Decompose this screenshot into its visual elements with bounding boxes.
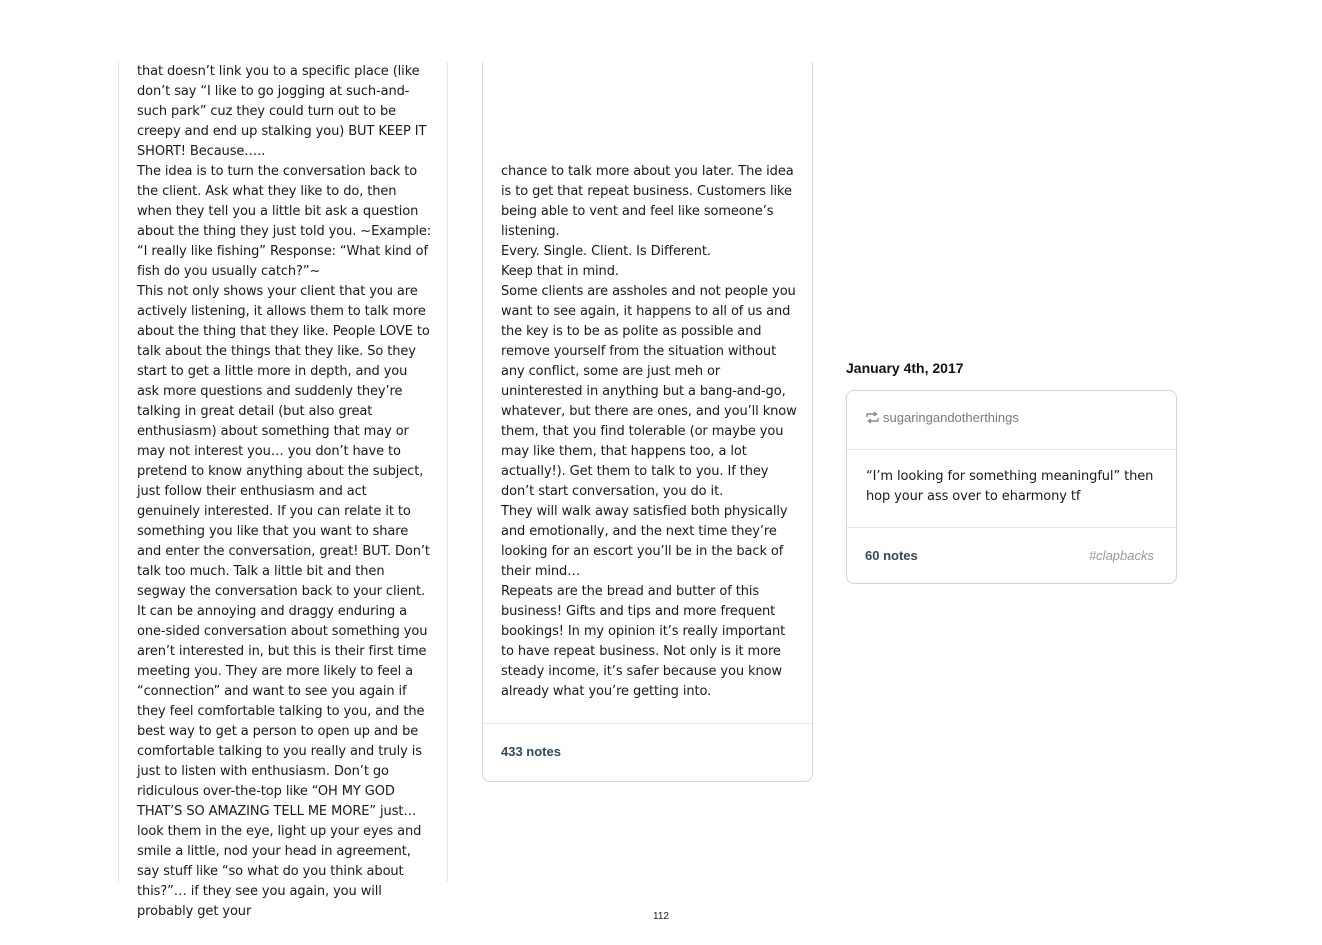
page-number: 112 — [653, 911, 669, 922]
notes-count[interactable]: 433 notes — [501, 744, 561, 759]
paragraph: It can be annoying and draggy enduring a one-sided conversation about something you aren’t interested in, but this is their first time meeting you. They are more likely to feel a “connection” and want to see you again if they feel comfortable talking to you, and the best way to get a person to open up and be comfortable talking to you really and truly is just to listen with enthusiasm. Don’t go ridiculous over-the-top like “OH MY GOD THAT’S SO AMAZING TELL ME MORE” just… look them in the eye, light up your eyes and smile a little, nod your head in agreement, say stuff like “so what do you think about this?”… if they see you again, you will probably get your — [137, 604, 428, 919]
paragraph: chance to talk more about you later. The idea is to get that repeat business. Customers like being able to vent and feel like someone’s listening. — [501, 164, 794, 239]
paragraph: Repeats are the bread and butter of this business! Gifts and tips and more frequent bookings! In my opinion it’s really important to have repeat business. Not only is it more steady income, it’s safer because you know already what you’re getting into. — [501, 584, 786, 699]
paragraph: Some clients are assholes and not people you want to see again, it happens to all of us and the key is to be as polite as possible and remove yourself from the situation without any conflict, some are just meh or uninterested in anything but a bang-and-go, whatever, but there are ones, and you’ll know them, that you find tolerable (or maybe you may like them, that happens too, a lot actually!). Get them to talk to you. If they don’t start conversation, you do it. — [501, 284, 797, 499]
paragraph: that doesn’t link you to a specific place (like don’t say “I like to go jogging at such-and-such park” cuz they could turn out to be creepy and end up stalking you) BUT KEEP IT SHORT! Because….. — [137, 64, 427, 159]
left-text-column — [118, 62, 448, 919]
paragraph: Every. Single. Client. Is Different. — [501, 244, 711, 259]
notes-count[interactable]: 60 notes — [865, 548, 918, 563]
post-header — [847, 391, 1176, 450]
reblog-source[interactable]: sugaringandotherthings — [883, 410, 1019, 425]
post-footer — [483, 723, 812, 782]
post-card — [482, 62, 813, 782]
post-card — [846, 390, 1177, 584]
post-date: January 4th, 2017 — [846, 360, 964, 376]
post-tag[interactable]: #clapbacks — [1088, 548, 1154, 563]
paragraph: The idea is to turn the conversation back to the client. Ask what they like to do, then when they tell you a little bit ask a question about the thing they just told you. ~Example: “I really like fishing” Response: “What kind of fish do you usually catch?”~ — [137, 164, 432, 279]
paragraph: This not only shows your client that you are actively listening, it allows them to talk more about the thing that they like. People LOVE to talk about the things that they like. So they start to get a little more in depth, and you ask more questions and suddenly they’re talking in great detail (but also great enthusiasm) about something that may or may not interest you… you don’t have to pretend to know anything about the subject, just follow their enthusiasm and act genuinely interested. If you can relate it to something you like that you want to share and enter the conversation, great! BUT. Don’t talk too much. Talk a little bit and then segway the conversation back to your client. — [137, 284, 430, 599]
paragraph: “I’m looking for something meaningful” then hop your ass over to eharmony tf — [866, 469, 1154, 504]
post-footer — [847, 527, 1176, 586]
paragraph: Keep that in mind. — [501, 264, 619, 279]
reblog-icon — [866, 412, 879, 423]
column-body — [137, 62, 433, 922]
post-body — [866, 467, 1162, 507]
post-body — [501, 162, 797, 702]
paragraph: They will walk away satisfied both physically and emotionally, and the next time they’re looking for an escort you’ll be in the back of their mind… — [501, 504, 788, 579]
